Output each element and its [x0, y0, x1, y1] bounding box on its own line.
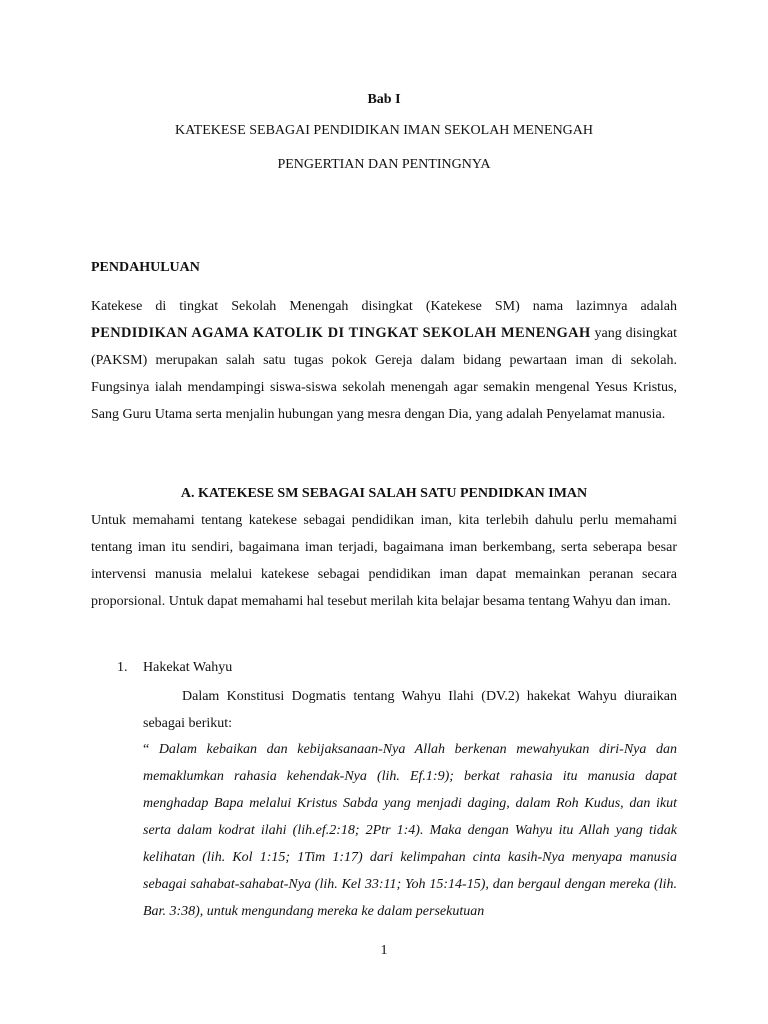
chapter-title: KATEKESE SEBAGAI PENDIDIKAN IMAN SEKOLAH MENENGAH: [174, 123, 594, 138]
chapter-subtitle: PENGERTIAN DAN PENTINGNYA: [277, 157, 491, 172]
intro-text-before: Katekese di tingkat Sekolah Menengah disingkat (Katekese SM) nama lazimnya adalah: [91, 299, 677, 314]
section-a-heading: A. KATEKESE SM SEBAGAI SALAH SATU PENDIDKAN IMAN: [180, 486, 588, 501]
intro-emphasis: PENDIDIKAN AGAMA KATOLIK DI TINGKAT SEKOLAH MENENGAH: [91, 325, 591, 341]
intro-paragraph: [91, 293, 677, 428]
list-number: 1.: [117, 660, 128, 675]
subsection-heading: Hakekat Wahyu: [143, 660, 233, 675]
section-a-paragraph: Untuk memahami tentang katekese sebagai pendidikan iman, kita terlebih dahulu perlu memahami tentang iman itu sendiri, bagaimana iman terjadi, bagaimana iman berkembang, serta seberapa besar intervensi manusia melalui katekese sebagai pendidikan iman dapat memainkan peranan secara proporsional. Untuk dapat memahami hal tesebut merilah kita belajar besama tentang Wahyu dan iman.: [91, 513, 677, 609]
page-number: 1: [380, 943, 388, 958]
quote-mark: “: [143, 742, 159, 757]
chapter-label: Bab I: [367, 92, 401, 107]
subsection-paragraph: Dalam Konstitusi Dogmatis tentang Wahyu Ilahi (DV.2) hakekat Wahyu diuraikan sebagai berikut:: [143, 689, 677, 731]
quote-text: Dalam kebaikan dan kebijaksanaan-Nya Allah berkenan mewahyukan diri-Nya dan memaklumkan rahasia kehendak-Nya (lih. Ef.1:9); berkat rahasia itu manusia dapat menghadap Bapa melalui Kristus Sabda yang menjadi daging, dalam Roh Kudus, dan ikut serta dalam kodrat ilahi (lih.ef.2:18; 2Ptr 1:4). Maka dengan Wahyu itu Allah yang tidak kelihatan (lih. Kol 1:15; 1Tim 1:17) dari kelimpahan cinta kasih-Nya menyapa manusia sebagai sahabat-sahabat-Nya (lih. Kel 33:11; Yoh 15:14-15), dan bergaul dengan mereka (lih. Bar. 3:38), untuk mengundang mereka ke dalam persekutuan: [143, 742, 677, 919]
intro-text-after: yang disingkat (PAKSM) merupakan salah satu tugas pokok Gereja dalam bidang pewartaan iman di sekolah. Fungsinya ialah mendampingi siswa-siswa sekolah menengah agar semakin mengenal Yesus Kristus, Sang Guru Utama serta menjalin hubungan yang mesra dengan Dia, yang adalah Penyelamat manusia.: [91, 326, 677, 422]
intro-heading: PENDAHULUAN: [91, 260, 200, 275]
dv-quote: [143, 736, 677, 925]
